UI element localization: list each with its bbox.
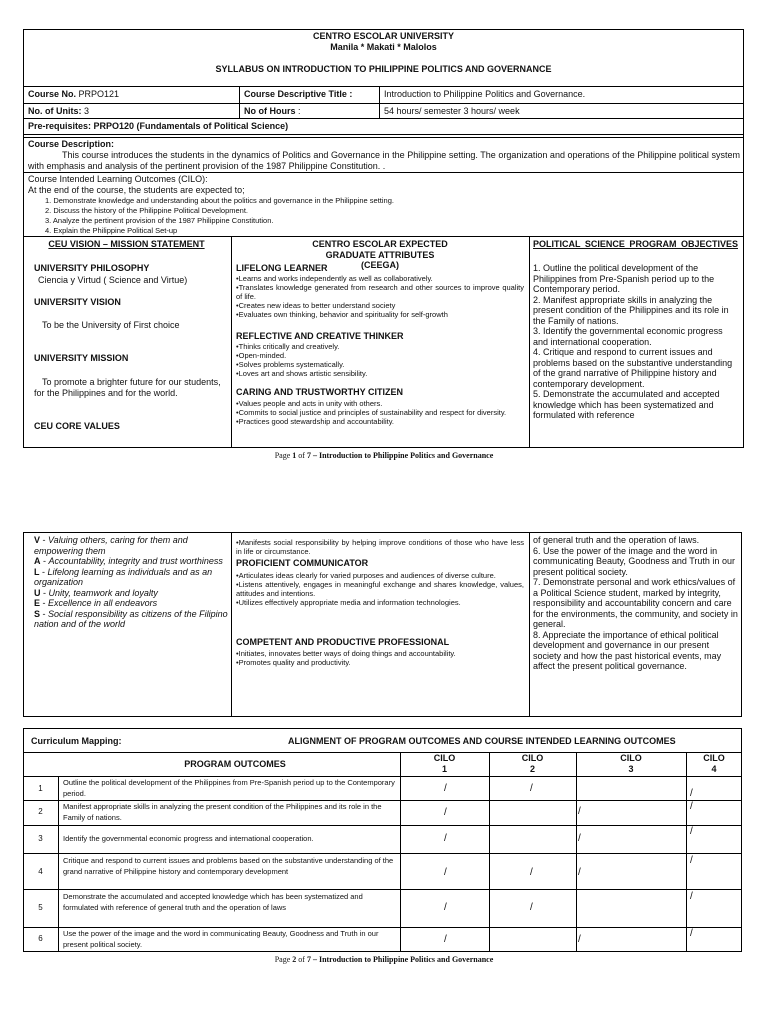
- row-number: 4: [38, 867, 43, 876]
- alignment-title: ALIGNMENT OF PROGRAM OUTCOMES AND COURSE INTENDED LEARNING OUTCOMES: [288, 736, 676, 746]
- ceega-item: •Evaluates own thinking, behavior and spirituality for self-growth: [236, 310, 448, 319]
- cilo-item: 2. Discuss the history of the Philippine Political Development.: [45, 206, 249, 215]
- ceega-item: •Open-minded.: [236, 351, 287, 360]
- alignment-mark: /: [444, 902, 447, 913]
- row-number: 1: [38, 784, 43, 793]
- university-name: CENTRO ESCOLAR UNIVERSITY: [312, 31, 454, 41]
- core-value: E - Excellence in all endeavors: [34, 598, 158, 608]
- core-value: A - Accountability, integrity and trust worthiness: [34, 556, 223, 566]
- ceega-item: •Learns and works independently as well as collaboratively.: [236, 274, 433, 283]
- cilo-list: [45, 196, 735, 236]
- alignment-mark: /: [690, 826, 693, 837]
- ceega-item: •Loves art and shows artistic sensibility.: [236, 369, 368, 378]
- alignment-mark: /: [444, 807, 447, 818]
- row-outcome: Identify the governmental economic progress and international cooperation.: [63, 834, 314, 843]
- alignment-mark: /: [578, 867, 581, 878]
- ceega-item: •Creates new ideas to better understand society: [236, 301, 396, 310]
- mission-text: To promote a brighter future for our students, for the Philippines and for the world.: [34, 377, 221, 398]
- row-outcome: Use the power of the image and the word in communicating Beauty, Goodness and Truth in our present political society.: [63, 929, 379, 949]
- vision-text: To be the University of First choice: [42, 320, 180, 330]
- course-description: This course introduces the students in the dynamics of Politics and Governance in the Philippine setting. The organization and operations of the Philippine political system with emphasis and analysis of the pertinent provision of the 1987 Philippine Constitution. .: [28, 150, 740, 171]
- program-objectives-page1: 1. Outline the political development of the Philippines from Pre-Spanish period up to the Contemporary period. 2. Manifest appropriate skills in analyzing the present condition of the Philippines and its role in the Family of nations. 3. Identify the governmental economic progress and international cooperation. 4. Critique and respond to current issues and problems based on the substantive understanding of the grand narrative of Philippine history and contemporary development. 5. Demonstrate the accumulated and accepted knowledge which has been systematized and formulated with reference: [533, 263, 733, 420]
- row-number: 2: [38, 807, 43, 816]
- caring-citizen-list: [236, 399, 524, 426]
- alignment-mark: /: [578, 806, 581, 817]
- ceega-item: •Solves problems systematically.: [236, 360, 345, 369]
- course-title-label: Course Descriptive Title :: [244, 89, 353, 99]
- reflective-thinker-title: REFLECTIVE AND CREATIVE THINKER: [236, 331, 404, 341]
- caring-citizen-title: CARING AND TRUSTWORTHY CITIZEN: [236, 387, 403, 397]
- vision-mission-header: CEU VISION – MISSION STATEMENT: [48, 239, 205, 249]
- syllabus-title: SYLLABUS ON INTRODUCTION TO PHILIPPINE POLITICS AND GOVERNANCE: [215, 64, 552, 74]
- core-value: V - Valuing others, caring for them and empowering them: [34, 535, 188, 556]
- curriculum-mapping-label: Curriculum Mapping:: [31, 736, 122, 746]
- lifelong-learner-title: LIFELONG LEARNER: [236, 263, 328, 273]
- core-value: S - Social responsibility as citizens of the Filipino nation and of the world: [34, 608, 228, 629]
- ceega-item: •Translates knowledge generated from research and other sources to improve quality of life.: [236, 283, 524, 301]
- alignment-mark: /: [444, 867, 447, 878]
- ceega-item: •Utilizes effectively appropriate media and information technologies.: [236, 598, 461, 607]
- ceega-item: •Initiates, innovates better ways of doing things and accountability.: [236, 649, 456, 658]
- core-value: U - Unity, teamwork and loyalty: [34, 587, 158, 598]
- alignment-mark: /: [578, 833, 581, 844]
- core-value: L - Lifelong learning as individuals and as an organization: [34, 566, 213, 587]
- row-outcome: Critique and respond to current issues and problems based on the substantive understanding of the grand narrative of Philippine history and contemporary development: [63, 856, 394, 876]
- ceega-item: •Articulates ideas clearly for varied purposes and audiences of diverse culture.: [236, 571, 496, 580]
- program-outcomes-header: PROGRAM OUTCOMES: [184, 759, 286, 769]
- units: No. of Units: 3: [28, 106, 90, 116]
- ceega-item: •Values people and acts in unity with others.: [236, 399, 383, 408]
- vision-title: UNIVERSITY VISION: [34, 297, 121, 307]
- ceega-item: •Commits to social justice and principles of sustainability and respect for diversity.: [236, 408, 507, 417]
- ceega-item: •Thinks critically and creatively.: [236, 342, 340, 351]
- page2-footer: Page 2 of 7 – Introduction to Philippine Politics and Governance: [274, 955, 494, 964]
- core-values-title: CEU CORE VALUES: [34, 421, 120, 431]
- alignment-mark: /: [530, 783, 533, 794]
- hours-value: 54 hours/ semester 3 hours/ week: [384, 106, 520, 116]
- alignment-mark: /: [690, 855, 693, 866]
- cilo-item: 4. Explain the Philippine Political Set-up: [45, 226, 178, 235]
- philosophy-text: Ciencia y Virtud ( Science and Virtue): [38, 275, 188, 285]
- course-description-label: Course Description:: [28, 139, 115, 149]
- cilo-item: 3. Analyze the pertinent provision of the 1987 Philippine Constitution.: [45, 216, 274, 225]
- communicator-list: [236, 571, 524, 607]
- alignment-mark: /: [690, 788, 693, 799]
- program-objectives-page2: of general truth and the operation of laws. 6. Use the power of the image and the word in communicating Beauty, Goodness and Truth in our present political society. 7. Demonstrate personal and work ethics/values of a Political Science student, marked by integrity, responsibility and accountability concern and care for the environments, the community, and society in general. 8. Appreciate the importance of ethical political development and governance in our present society and how the past historical events, may affect the present political governance.: [533, 535, 738, 671]
- alignment-mark: /: [444, 934, 447, 945]
- row-number: 6: [38, 934, 43, 943]
- lifelong-learner-list: [236, 274, 524, 319]
- professional-title: COMPETENT AND PRODUCTIVE PROFESSIONAL: [236, 637, 450, 647]
- row-outcome: Manifest appropriate skills in analyzing the present condition of the Philippines and its role in the Family of nations.: [63, 802, 382, 822]
- mission-title: UNIVERSITY MISSION: [34, 353, 129, 363]
- cilo-4-header: CILO 4: [703, 753, 725, 774]
- core-values-list: [34, 535, 228, 630]
- course-title-value: Introduction to Philippine Politics and Governance.: [384, 89, 586, 99]
- row-number: 3: [38, 834, 43, 843]
- alignment-mark: /: [530, 902, 533, 913]
- philosophy-title: UNIVERSITY PHILOSOPHY: [34, 263, 150, 273]
- program-objectives-header: POLITICAL SCIENCE PROGRAM OBJECTIVES: [533, 239, 738, 249]
- row-outcome: Demonstrate the accumulated and accepted knowledge which has been systematized and formulated with reference of general truth and the operation of laws: [63, 892, 363, 912]
- ceega-header: CENTRO ESCOLAR EXPECTED GRADUATE ATTRIBUTES (CEEGA): [312, 239, 448, 270]
- ceega-item: •Listens attentively, engages in meaningful exchange and shares knowledge, values, attitudes and intentions.: [236, 580, 524, 598]
- prerequisites: Pre-requisites: PRPO120 (Fundamentals of Political Science): [28, 121, 289, 131]
- alignment-mark: /: [530, 867, 533, 878]
- row-number: 5: [38, 903, 43, 912]
- reflective-thinker-list: [236, 342, 524, 378]
- row-outcome: Outline the political development of the Philippines from Pre-Spanish period up to the Contemporary period.: [63, 778, 395, 798]
- communicator-title: PROFICIENT COMMUNICATOR: [236, 558, 369, 568]
- cilo-3-header: CILO 3: [620, 753, 642, 774]
- cilo-title: Course Intended Learning Outcomes (CILO):: [28, 174, 208, 184]
- cilo-2-header: CILO 2: [521, 753, 544, 774]
- alignment-mark: /: [444, 833, 447, 844]
- cilo-1-header: CILO 1: [433, 753, 456, 774]
- professional-list: [236, 649, 524, 667]
- alignment-mark: /: [690, 891, 693, 902]
- hours-label: No of Hours :: [244, 106, 301, 116]
- alignment-mark: /: [690, 801, 693, 812]
- course-no: Course No. PRPO121: [28, 89, 120, 99]
- alignment-mark: /: [578, 934, 581, 945]
- cilo-intro: At the end of the course, the students are expected to;: [28, 185, 245, 195]
- ceega-item: •Practices good stewardship and accountability.: [236, 417, 394, 426]
- page1-footer: Page 1 of 7 – Introduction to Philippine Politics and Governance: [274, 451, 494, 460]
- caring-citizen-continued: •Manifests social responsibility by helping improve conditions of those who have less in life or circumstance.: [236, 538, 524, 556]
- ceega-item: •Promotes quality and productivity.: [236, 658, 351, 667]
- cilo-item: 1. Demonstrate knowledge and understanding about the politics and governance in the Philippine setting.: [45, 196, 394, 205]
- alignment-mark: /: [690, 928, 693, 939]
- alignment-mark: /: [444, 783, 447, 794]
- campuses: Manila * Makati * Malolos: [330, 42, 437, 52]
